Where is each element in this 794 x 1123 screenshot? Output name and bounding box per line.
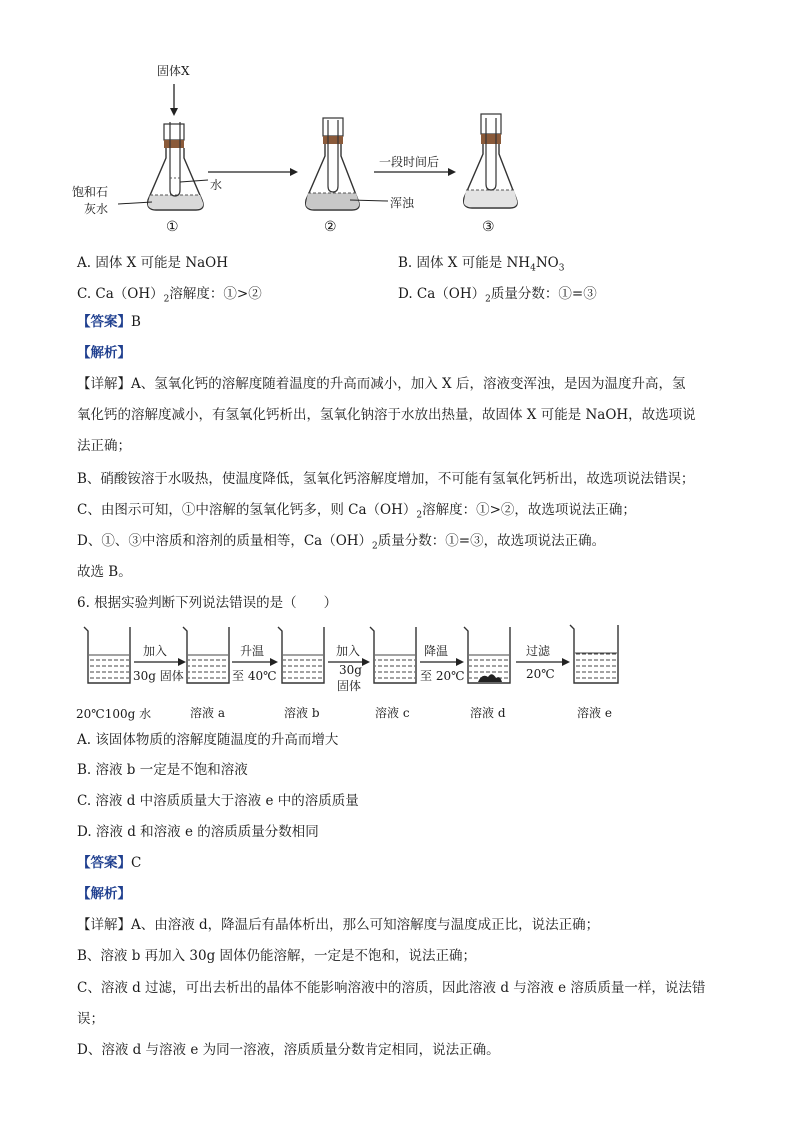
solid-x-label: 固体X — [157, 64, 190, 78]
q5-line-c-post: 溶解度：①>②，故选项说法正确； — [422, 502, 636, 518]
q5-detail-a1: A、氢氧化钙的溶解度随着温度的升高而减小，加入 X 后，溶液变浑浊，是因为温度升高，氢 — [131, 376, 686, 392]
q5-option-b-text: B. 固体 X 可能是 NH — [398, 255, 531, 271]
turbid-label: 浑浊 — [390, 196, 415, 210]
beaker-b — [278, 627, 324, 683]
q5-line-d-sub: 2 — [372, 541, 378, 552]
q5-option-d-sub: 2 — [485, 294, 491, 305]
arrow2-bottom-label: 至 40℃ — [232, 669, 277, 683]
q5-detail-line-3: 法正确； — [77, 438, 131, 454]
q6-answer-tag: 【答案】 — [77, 855, 131, 871]
after-time-label: 一段时间后 — [379, 155, 440, 169]
q5-line-d-post: 质量分数：①=③，故选项说法正确。 — [377, 533, 606, 549]
q5-detail-tag: 【详解】 — [77, 376, 131, 392]
beaker-0 — [84, 627, 130, 683]
q6-answer — [77, 854, 141, 872]
flask-experiment-figure — [0, 0, 794, 245]
q5-line-d-pre: D、①、③中溶质和溶剂的质量相等，Ca（OH） — [77, 533, 373, 549]
beaker-label-d: 溶液 d — [470, 706, 506, 720]
q5-detail-line-2: 氧化钙的溶解度减小，有氢氧化钙析出，氢氧化钠溶于水放出热量，故固体 X 可能是 NaOH，故选项说 — [77, 407, 696, 423]
limewater-label-1: 饱和石 — [72, 185, 109, 199]
q5-option-b — [398, 251, 564, 274]
q5-option-d-post: 质量分数：①=③ — [490, 286, 597, 302]
q6-option-a: A. 该固体物质的溶解度随温度的升高而增大 — [77, 732, 339, 748]
q5-detail-line-b: B、硝酸铵溶于水吸热，使温度降低，氢氧化钙溶解度增加，不可能有氢氧化钙析出，故选项说法错误； — [77, 471, 695, 487]
beaker-a — [183, 627, 229, 683]
q5-option-d — [398, 282, 597, 305]
arrow3-bottom-label: 固体 — [337, 679, 362, 693]
q5-line-c-sub: 2 — [416, 510, 423, 521]
q6-detail-line-b: B、溶液 b 再加入 30g 固体仍能溶解，一定是不饱和，说法正确； — [77, 948, 477, 964]
q6-analysis-tag: 【解析】 — [77, 886, 131, 902]
beaker-e — [570, 625, 618, 683]
q6-detail-line-a — [77, 916, 599, 934]
arrow3-top-label: 加入 — [336, 644, 361, 658]
beaker-d — [464, 627, 510, 683]
q6-option-c: C. 溶液 d 中溶质质量大于溶液 e 中的溶质质量 — [77, 793, 359, 809]
arrow4-bottom-label: 至 20℃ — [420, 669, 465, 683]
flask-number-3: ③ — [482, 219, 495, 235]
q5-answer — [77, 313, 141, 331]
q6-stem: 6. 根据实验判断下列说法错误的是（ ） — [77, 595, 338, 611]
q6-answer-value: C — [131, 855, 142, 871]
q6-option-d: D. 溶液 d 和溶液 e 的溶质质量分数相同 — [77, 824, 319, 840]
flask-1 — [148, 122, 203, 210]
q5-conclusion: 故选 B。 — [77, 564, 132, 580]
q5-option-c-text: C. Ca（OH） — [77, 286, 164, 302]
arrow5-bottom-label: 20℃ — [526, 667, 555, 681]
arrow3-mid-label: 30g — [339, 663, 362, 677]
beaker-label-b: 溶液 b — [284, 706, 320, 720]
q6-detail-line-c1: C、溶液 d 过滤，可出去析出的晶体不能影响溶液中的溶质，因此溶液 d 与溶液 e 溶质质量一样，说法错 — [77, 980, 706, 996]
q5-option-c — [77, 282, 262, 305]
arrow1-bottom-label: 30g 固体 — [133, 669, 184, 683]
beaker-c — [370, 627, 416, 683]
q5-option-b-sub1: 4 — [530, 263, 536, 274]
q5-option-c-sub: 2 — [163, 294, 170, 305]
q6-detail-tag: 【详解】 — [77, 917, 131, 933]
q5-analysis-tag: 【解析】 — [77, 345, 131, 361]
beaker-label-a: 溶液 a — [190, 706, 225, 720]
q5-option-d-text: D. Ca（OH） — [398, 286, 486, 302]
flask-number-2: ② — [324, 219, 337, 235]
q6-option-b: B. 溶液 b 一定是不饱和溶液 — [77, 762, 248, 778]
arrow2-top-label: 升温 — [240, 644, 265, 658]
q6-detail-a: A、由溶液 d，降温后有晶体析出，那么可知溶解度与温度成正比，说法正确； — [131, 917, 600, 933]
limewater-label-2: 灰水 — [84, 202, 109, 216]
q5-detail-line-c — [77, 501, 636, 525]
q5-option-c-post: 溶解度：①>② — [169, 286, 262, 302]
q5-detail-line-1 — [77, 375, 685, 393]
arrow5-top-label: 过滤 — [526, 644, 551, 658]
flask-3 — [464, 114, 517, 208]
q5-answer-value: B — [131, 314, 141, 330]
beaker-experiment-figure — [0, 615, 794, 725]
beaker-label-c: 溶液 c — [375, 706, 410, 720]
q5-option-a: A. 固体 X 可能是 NaOH — [77, 255, 229, 271]
arrow1-top-label: 加入 — [143, 644, 168, 658]
q5-line-c-pre: C、由图示可知，①中溶解的氢氧化钙多，则 Ca（OH） — [77, 502, 417, 518]
q5-option-b-sub2: 3 — [558, 263, 565, 274]
flask-number-1: ① — [166, 219, 179, 235]
beaker-label-e: 溶液 e — [577, 706, 612, 720]
arrow4-top-label: 降温 — [424, 644, 449, 658]
q6-detail-line-d: D、溶液 d 与溶液 e 为同一溶液，溶质质量分数肯定相同，说法正确。 — [77, 1042, 500, 1058]
q5-answer-tag: 【答案】 — [77, 314, 131, 330]
q5-option-b-mid: NO — [535, 255, 559, 271]
q6-detail-line-c2: 误； — [77, 1011, 104, 1027]
q5-detail-line-d — [77, 532, 605, 556]
water-label: 水 — [210, 178, 223, 192]
beaker-label-water: 20℃100g 水 — [76, 707, 152, 721]
flask-2 — [306, 118, 359, 210]
